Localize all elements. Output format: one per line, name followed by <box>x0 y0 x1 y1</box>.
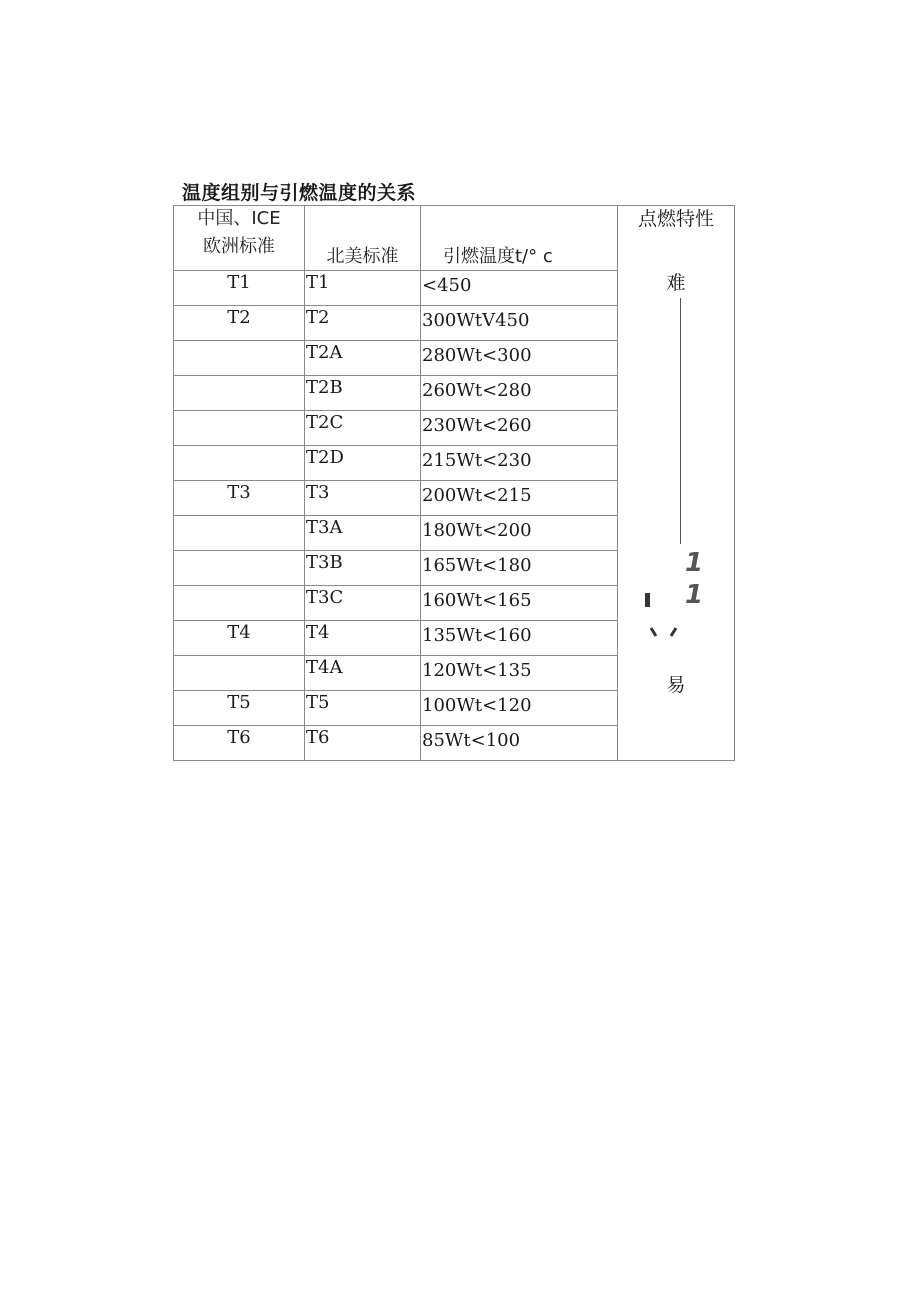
ignition-temp-cell: 85Wt<100 <box>421 726 618 761</box>
na-class-cell: T3 <box>305 481 421 516</box>
ignition-temp-cell: 215Wt<230 <box>421 446 618 481</box>
na-class-cell: T2 <box>305 306 421 341</box>
ignition-temp-cell: 165Wt<180 <box>421 551 618 586</box>
na-class-cell: T2D <box>305 446 421 481</box>
eu-class-cell <box>174 516 305 551</box>
table-header-row <box>174 206 735 271</box>
header-ignition-characteristic: 点燃特性 <box>637 208 714 230</box>
ignition-temp-cell: 230Wt<260 <box>421 411 618 446</box>
na-class-cell: T4 <box>305 621 421 656</box>
na-class-cell: T3A <box>305 516 421 551</box>
header-eu-standard <box>174 206 305 271</box>
scale-mark-1: 1 <box>685 548 704 578</box>
ignition-temp-cell: 120Wt<135 <box>421 656 618 691</box>
ignition-temp-cell: 200Wt<215 <box>421 481 618 516</box>
eu-class-cell <box>174 376 305 411</box>
eu-class-cell: T6 <box>174 726 305 761</box>
na-class-cell: T5 <box>305 691 421 726</box>
page-title: 温度组别与引燃温度的关系 <box>182 182 417 204</box>
na-class-cell: T2B <box>305 376 421 411</box>
header-eu-line1: 中国、ICE <box>197 208 281 229</box>
na-class-cell: T3B <box>305 551 421 586</box>
ignition-temp-cell: 100Wt<120 <box>421 691 618 726</box>
temperature-class-table <box>173 205 735 761</box>
eu-class-cell: T3 <box>174 481 305 516</box>
ignition-temp-cell: 135Wt<160 <box>421 621 618 656</box>
ignition-temp-cell: 160Wt<165 <box>421 586 618 621</box>
na-class-cell: T3C <box>305 586 421 621</box>
na-class-cell: T1 <box>305 271 421 306</box>
na-class-cell: T2A <box>305 341 421 376</box>
ignition-temp-cell: <450 <box>421 271 618 306</box>
eu-class-cell <box>174 551 305 586</box>
eu-class-cell <box>174 586 305 621</box>
ignition-temp-cell: 260Wt<280 <box>421 376 618 411</box>
na-class-cell: T6 <box>305 726 421 761</box>
arrow-down-icon <box>649 626 679 638</box>
na-class-cell: T2C <box>305 411 421 446</box>
eu-class-cell: T2 <box>174 306 305 341</box>
eu-class-cell <box>174 446 305 481</box>
ignition-temp-cell: 300WtV450 <box>421 306 618 341</box>
eu-class-cell: T4 <box>174 621 305 656</box>
header-eu-line2: 欧洲标准 <box>203 235 275 257</box>
ignition-temp-cell: 180Wt<200 <box>421 516 618 551</box>
scale-hard-label: 难 <box>666 272 686 294</box>
eu-class-cell: T1 <box>174 271 305 306</box>
eu-class-cell <box>174 341 305 376</box>
eu-class-cell: T5 <box>174 691 305 726</box>
na-class-cell: T4A <box>305 656 421 691</box>
scale-line <box>680 298 681 544</box>
ignition-characteristic-column <box>618 206 735 761</box>
header-ignition-temp: 引燃温度t/° c <box>421 206 618 271</box>
scale-mark-2: 1 <box>685 580 704 610</box>
eu-class-cell <box>174 656 305 691</box>
scale-bar <box>645 593 650 607</box>
ignition-temp-cell: 280Wt<300 <box>421 341 618 376</box>
header-na-standard: 北美标准 <box>305 206 421 271</box>
eu-class-cell <box>174 411 305 446</box>
scale-easy-label: 易 <box>666 674 686 696</box>
